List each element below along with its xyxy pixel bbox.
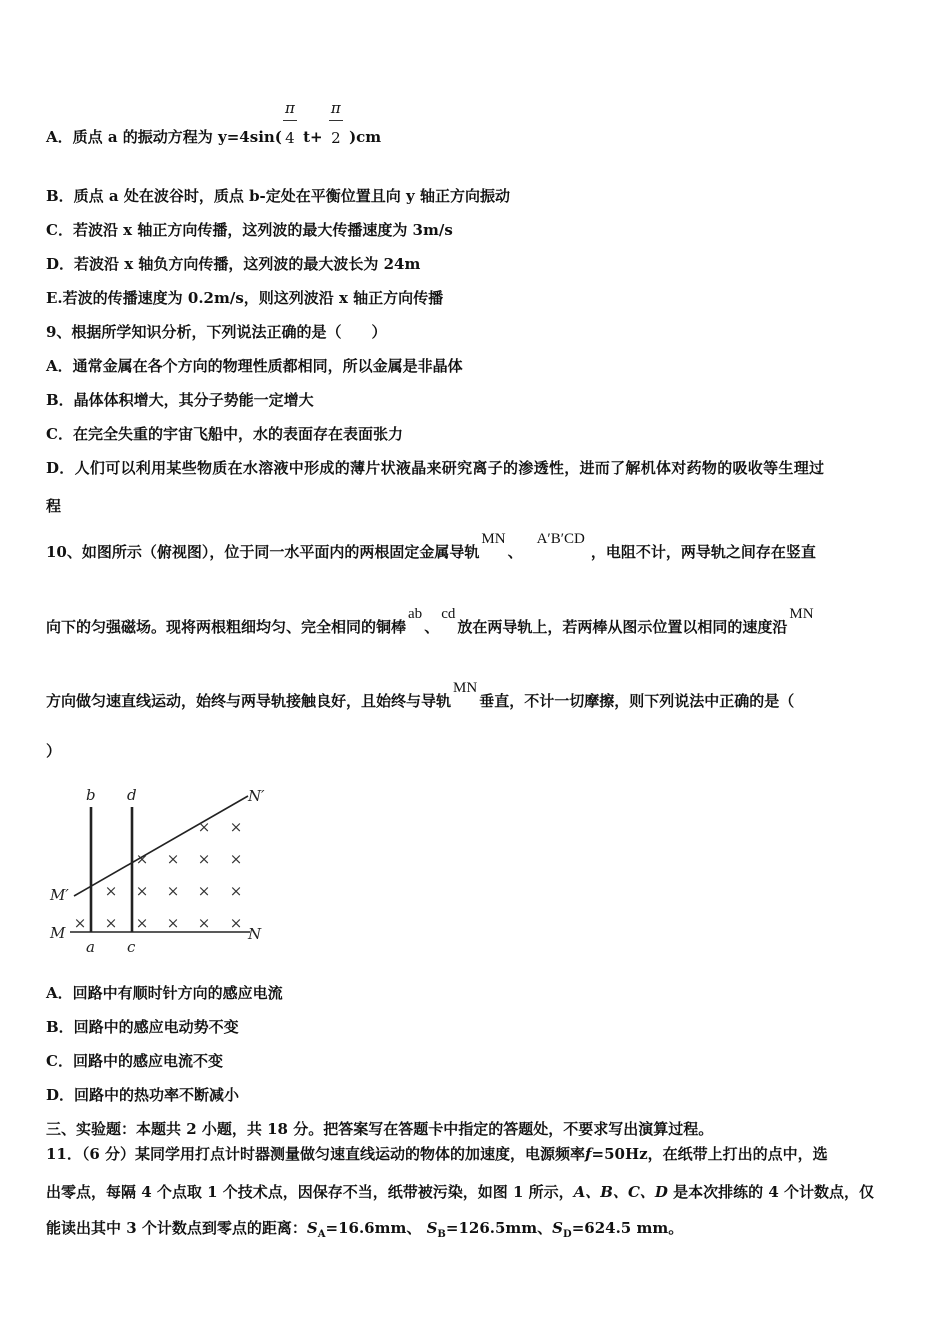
q10-option-c: C．回路中的感应电流不变 <box>46 1052 223 1070</box>
cross-mark: × <box>166 914 180 932</box>
fraction-pi-over-2: $\frac{\pi}{2}$ <box>328 128 344 148</box>
cross-mark: × <box>229 914 243 932</box>
cross-mark: × <box>229 850 243 868</box>
cross-mark: × <box>166 882 180 900</box>
cross-mark: × <box>73 914 87 932</box>
cross-mark: × <box>135 850 149 868</box>
q10-stem-line3: 方向做匀速直线运动，始终与两导轨接触良好，且始终与导轨MN垂直，不计一切摩擦，则下列说法中正确的是（ <box>46 680 795 710</box>
symbol-mn: MN <box>789 606 814 622</box>
cross-mark: × <box>135 882 149 900</box>
label-m-prime: M′ <box>50 886 69 904</box>
cross-mark: × <box>229 818 243 836</box>
section-3-heading: 三、实验题：本题共 2 小题，共 18 分。把答案写在答题卡中指定的答题处，不要求写出演算过程。 <box>46 1120 714 1138</box>
label-c: c <box>127 938 136 956</box>
cross-mark: × <box>197 882 211 900</box>
q11-line3: 能读出其中 3 个计数点到零点的距离：$S_A=16.6mm$、 $S_B=126.5mm$、$S_D=624.5$ mm。 <box>46 1219 684 1240</box>
q10-option-b: B．回路中的感应电动势不变 <box>46 1018 239 1036</box>
fraction-pi-over-4: $\frac{\pi}{4}$ <box>282 128 298 148</box>
q9-option-d-cont: 程 <box>46 497 62 515</box>
label-m: M <box>50 924 66 942</box>
label-n-prime: N′ <box>248 787 265 805</box>
q9-option-b: B．晶体体积增大，其分子势能一定增大 <box>46 391 314 409</box>
cross-mark: × <box>229 882 243 900</box>
symbol-mn: MN <box>453 680 478 696</box>
q8-option-c: C．若波沿 x 轴正方向传播，这列波的最大传播速度为 3m/s <box>46 221 453 239</box>
cross-mark: × <box>104 914 118 932</box>
symbol-abcd: A′B′CD <box>536 531 585 547</box>
symbol-mn: MN <box>481 531 506 547</box>
q10-option-a: A．回路中有顺时针方向的感应电流 <box>46 984 283 1002</box>
label-b: b <box>86 786 96 804</box>
rails-figure <box>40 780 280 960</box>
label-d: d <box>127 786 137 804</box>
symbol-cd: cd <box>441 606 456 622</box>
cross-mark: × <box>197 914 211 932</box>
label-a: a <box>86 938 95 956</box>
q8-option-b: B．质点 a 处在波谷时，质点 b-定处在平衡位置且向 y 轴正方向振动 <box>46 187 510 205</box>
cross-mark: × <box>166 850 180 868</box>
cross-mark: × <box>135 914 149 932</box>
q8-option-a: A．质点 a 的振动方程为 y=4sin( $\frac{\pi}{4}$ t+ $\frac{\pi}{2}$ )cm <box>46 99 382 147</box>
rail-mpnp <box>74 796 248 896</box>
q10-stem-line2: 向下的匀强磁场。现将两根粗细均匀、完全相同的铜棒ab、cd放在两导轨上，若两棒从图示位置以相同的速度沿MN <box>46 606 814 636</box>
q11-line1: 11．（6 分）某同学用打点计时器测量做匀速直线运动的物体的加速度，电源频率f=50Hz，在纸带上打出的点中，选 <box>46 1145 828 1163</box>
cross-mark: × <box>104 882 118 900</box>
q8-option-e: E.若波的传播速度为 0.2m/s，则这列波沿 x 轴正方向传播 <box>46 289 444 307</box>
q10-stem-line4: ） <box>46 742 62 760</box>
q9-option-d: D．人们可以利用某些物质在水溶液中形成的薄片状液晶来研究离子的渗透性，进而了解机体对药物的吸收等生理过 <box>46 459 825 477</box>
q9-stem: 9、根据所学知识分析，下列说法正确的是（ ） <box>46 323 387 341</box>
q8-option-a-text: A．质点 a 的振动方程为 y=4sin( <box>46 128 282 146</box>
cross-mark: × <box>197 850 211 868</box>
label-n: N <box>248 925 262 943</box>
q9-option-a: A．通常金属在各个方向的物理性质都相同，所以金属是非晶体 <box>46 357 463 375</box>
symbol-ab: ab <box>408 606 423 622</box>
cross-mark: × <box>197 818 211 836</box>
q11-line2: 出零点，每隔 4 个点取 1 个技术点，因保存不当，纸带被污染，如图 1 所示，A、B、C、D 是本次排练的 4 个计数点，仅 <box>46 1183 875 1201</box>
q10-option-d: D．回路中的热功率不断减小 <box>46 1086 240 1104</box>
q8-option-d: D．若波沿 x 轴负方向传播，这列波的最大波长为 24m <box>46 255 421 273</box>
magnetic-field-crosses <box>74 818 243 932</box>
q10-stem-line1: 10、如图所示（俯视图），位于同一水平面内的两根固定金属导轨MN、A′B′CD，电阻不计，两导轨之间存在竖直 <box>46 531 816 561</box>
q9-option-c: C．在完全失重的宇宙飞船中，水的表面存在表面张力 <box>46 425 403 443</box>
